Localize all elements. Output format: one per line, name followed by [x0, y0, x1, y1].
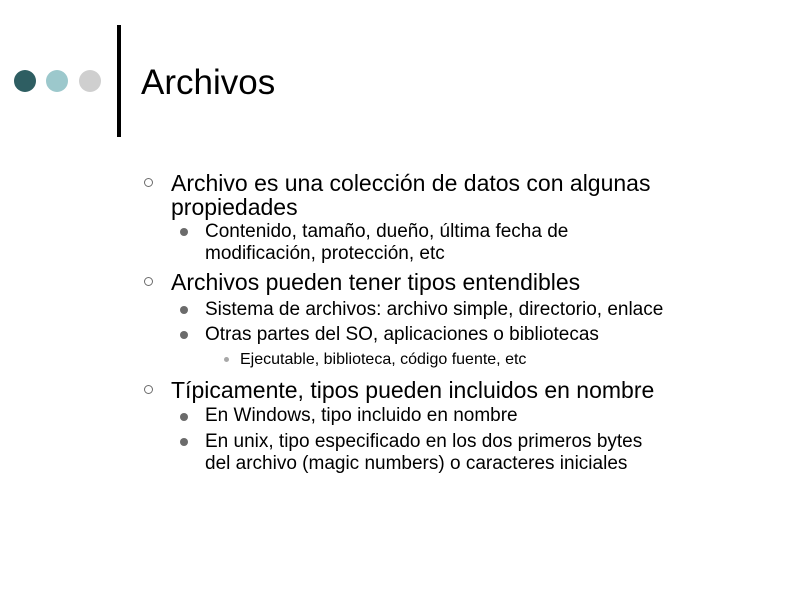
bullet-3-sub-2-line-1: En unix, tipo especificado en los dos primeros bytes: [205, 431, 643, 452]
slide-title: Archivos: [141, 63, 276, 102]
bullet-dot-icon: [180, 438, 188, 446]
bullet-ring-icon: [144, 277, 153, 286]
decorative-dot-mid: [46, 70, 68, 92]
bullet-3-sub-1: En Windows, tipo incluido en nombre: [205, 405, 518, 426]
bullet-ring-icon: [144, 385, 153, 394]
bullet-dot-icon: [180, 413, 188, 421]
decorative-dot-light: [79, 70, 101, 92]
bullet-2-sub-2: Otras partes del SO, aplicaciones o bibliotecas: [205, 324, 599, 345]
bullet-ring-icon: [144, 178, 153, 187]
decorative-dot-dark: [14, 70, 36, 92]
bullet-dot-icon: [180, 228, 188, 236]
bullet-1-line-1: Archivo es una colección de datos con algunas: [171, 170, 651, 196]
bullet-1-sub-1-line-2: modificación, protección, etc: [205, 243, 445, 264]
title-divider-bar: [117, 25, 121, 137]
bullet-dot-icon: [180, 331, 188, 339]
bullet-3-line-1: Típicamente, tipos pueden incluidos en nombre: [171, 377, 655, 403]
bullet-1-sub-1-line-1: Contenido, tamaño, dueño, última fecha de: [205, 221, 569, 242]
bullet-small-dot-icon: [224, 357, 229, 362]
bullet-3-sub-2-line-2: del archivo (magic numbers) o caracteres iniciales: [205, 453, 628, 474]
bullet-dot-icon: [180, 306, 188, 314]
bullet-2-line-1: Archivos pueden tener tipos entendibles: [171, 269, 581, 295]
bullet-2-sub-sub-1: Ejecutable, biblioteca, código fuente, etc: [240, 351, 527, 368]
bullet-1-line-2: propiedades: [171, 194, 298, 220]
bullet-2-sub-1: Sistema de archivos: archivo simple, directorio, enlace: [205, 299, 664, 320]
